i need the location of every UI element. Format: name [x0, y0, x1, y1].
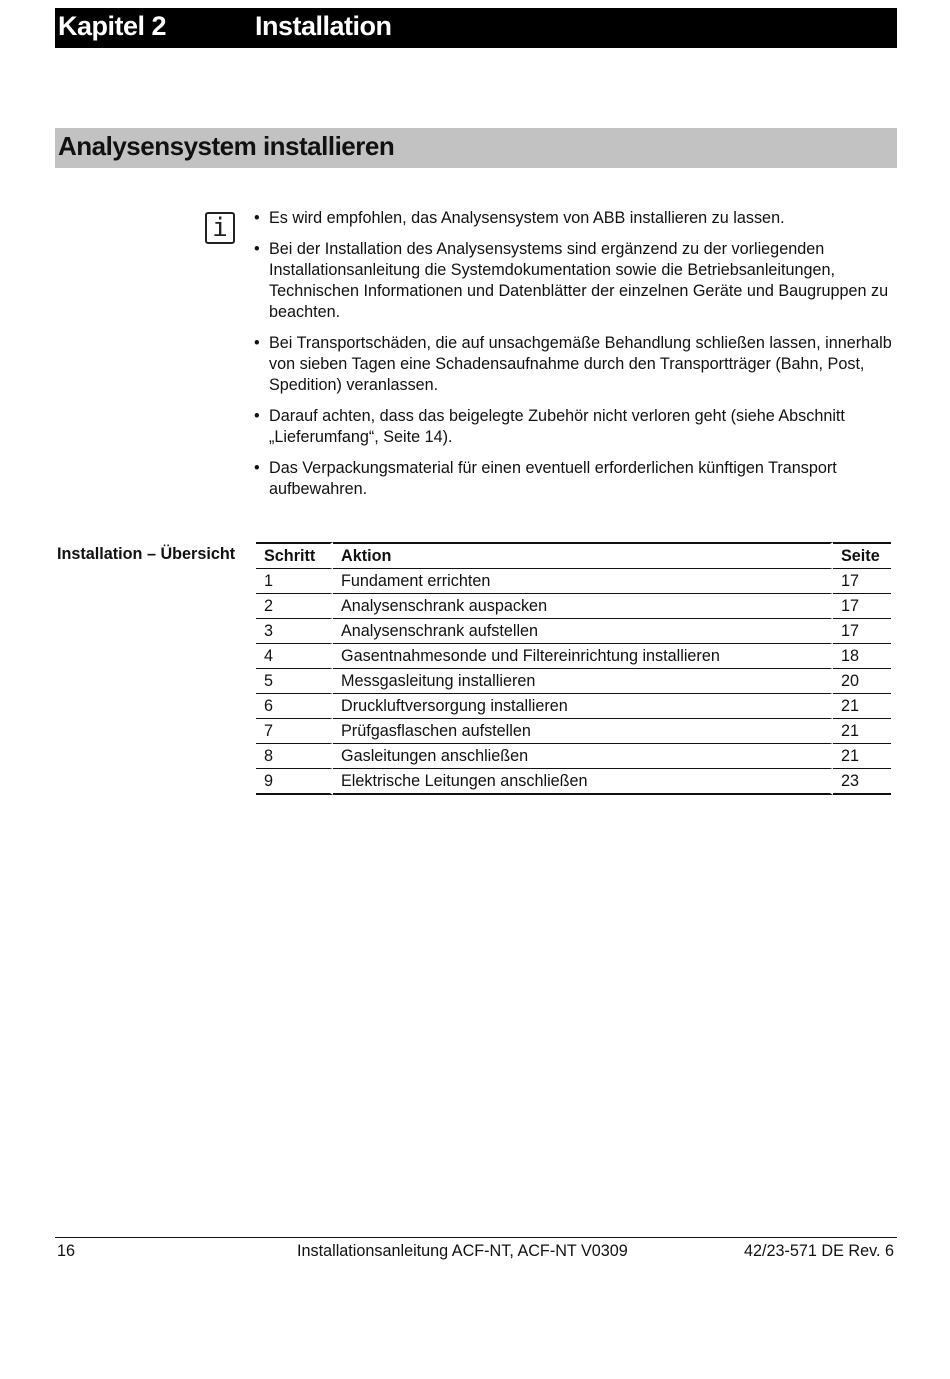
action-cell: Prüfgasflaschen aufstellen [333, 719, 833, 744]
action-cell: Druckluftversorgung installieren [333, 694, 833, 719]
info-icon: i [205, 212, 235, 244]
page-cell: 21 [833, 719, 891, 744]
list-item: • Es wird empfohlen, das Analysensystem von ABB installieren zu lassen. [254, 208, 904, 229]
table-row [256, 744, 891, 769]
section-header [55, 128, 897, 168]
action-cell: Gasleitungen anschließen [333, 744, 833, 769]
document-title: Installationsanleitung ACF-NT, ACF-NT V0309 [297, 1242, 628, 1260]
page-number: 16 [57, 1242, 76, 1260]
table-row [256, 669, 891, 694]
page-cell: 18 [833, 644, 891, 669]
page-cell: 17 [833, 569, 891, 594]
table-row [256, 569, 891, 594]
page-cell: 23 [833, 769, 891, 795]
table-header-row [256, 542, 891, 569]
list-item: • Darauf achten, dass das beigelegte Zubehör nicht verloren geht (siehe Abschnitt „Lieferumfang“, Seite 14). [254, 406, 904, 448]
list-item: • Bei Transportschäden, die auf unsachgemäße Behandlung schließen lassen, innerhalb von sieben Tagen eine Schadensaufnahme durch den Transportträger (Bahn, Post, Spedition) veranlassen. [254, 333, 904, 396]
chapter-header [55, 8, 897, 48]
footer-divider [55, 1237, 897, 1238]
table-row [256, 694, 891, 719]
step-cell: 9 [256, 769, 333, 795]
table-row [256, 769, 891, 795]
step-cell: 3 [256, 619, 333, 644]
action-cell: Gasentnahmesonde und Filtereinrichtung installieren [333, 644, 833, 669]
table-row [256, 644, 891, 669]
header-page: Seite [833, 542, 891, 569]
action-cell: Analysenschrank auspacken [333, 594, 833, 619]
overview-label: Installation – Übersicht [57, 545, 236, 563]
step-cell: 6 [256, 694, 333, 719]
step-cell: 8 [256, 744, 333, 769]
step-cell: 1 [256, 569, 333, 594]
step-cell: 7 [256, 719, 333, 744]
page-cell: 21 [833, 694, 891, 719]
table-row [256, 719, 891, 744]
page-cell: 21 [833, 744, 891, 769]
list-item: • Das Verpackungsmaterial für einen eventuell erforderlichen künftigen Transport aufbewahren. [254, 458, 904, 500]
chapter-number: Kapitel 2 [58, 11, 167, 41]
step-cell: 5 [256, 669, 333, 694]
header-action: Aktion [333, 542, 833, 569]
table-row [256, 594, 891, 619]
overview-table [256, 542, 891, 795]
action-cell: Fundament errichten [333, 569, 833, 594]
table-row [256, 619, 891, 644]
page-cell: 20 [833, 669, 891, 694]
action-cell: Analysenschrank aufstellen [333, 619, 833, 644]
step-cell: 2 [256, 594, 333, 619]
chapter-title: Installation [255, 11, 392, 41]
page-cell: 17 [833, 594, 891, 619]
header-step: Schritt [256, 542, 333, 569]
document-reference: 42/23-571 DE Rev. 6 [744, 1242, 894, 1260]
notes-list [254, 208, 904, 510]
step-cell: 4 [256, 644, 333, 669]
section-title: Analysensystem installieren [58, 131, 395, 161]
action-cell: Elektrische Leitungen anschließen [333, 769, 833, 795]
page-cell: 17 [833, 619, 891, 644]
action-cell: Messgasleitung installieren [333, 669, 833, 694]
list-item: • Bei der Installation des Analysensystems sind ergänzend zu der vorliegenden Installationsanleitung die Systemdokumentation sowie die Betriebsanleitungen, Technischen Informationen und Datenblätter der einzelnen Geräte und Baugruppen zu beachten. [254, 239, 904, 323]
